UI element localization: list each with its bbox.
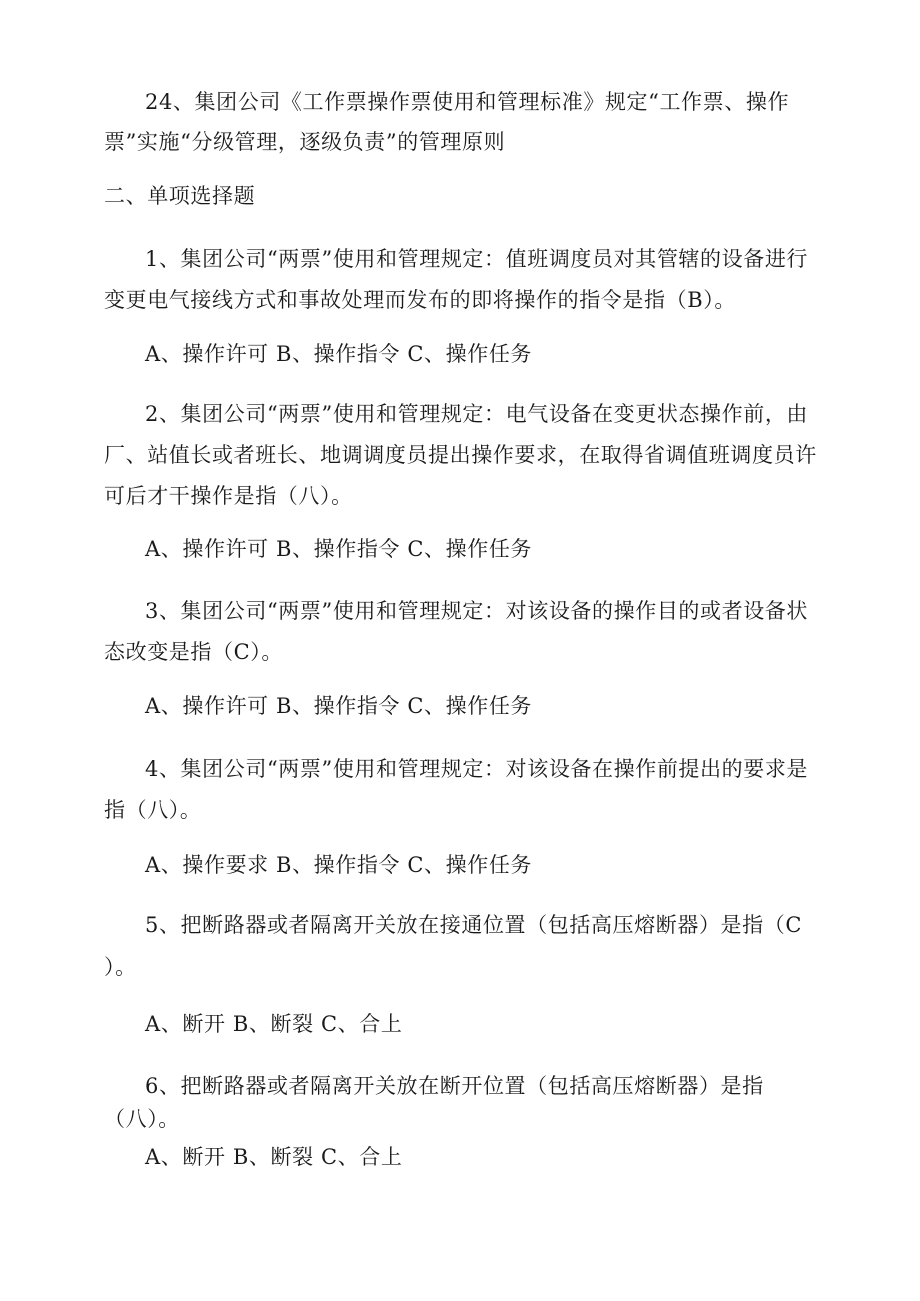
q6-options: A、断开 B、断裂 C、合上 (145, 1145, 403, 1169)
q2-line-1: 2、集团公司“两票”使用和管理规定：电气设备在变更状态操作前，由 (145, 402, 809, 426)
q1-line-2: 变更电气接线方式和事故处理而发布的即将操作的指令是指（B）。 (104, 288, 736, 312)
q2-line-2: 厂、站值长或者班长、地调调度员提出操作要求，在取得省调值班调度员许 (104, 443, 817, 467)
q1-line-1: 1、集团公司“两票”使用和管理规定：值班调度员对其管辖的设备进行 (145, 247, 809, 271)
q6-line-1: 6、把断路器或者隔离开关放在断开位置（包括高压熔断器）是指 (145, 1074, 764, 1098)
section-heading: 二、单项选择题 (104, 184, 256, 208)
q6-line-2: （八）。 (104, 1107, 180, 1131)
q3-line-1: 3、集团公司“两票”使用和管理规定：对该设备的操作目的或者设备状 (145, 599, 809, 623)
q5-options: A、断开 B、断裂 C、合上 (145, 1012, 403, 1036)
q4-line-1: 4、集团公司“两票”使用和管理规定：对该设备在操作前提出的要求是 (145, 757, 809, 781)
q24-line-2: 票”实施“分级管理，逐级负责”的管理原则 (104, 130, 506, 154)
q5-line-2: ）。 (104, 955, 137, 979)
q2-options: A、操作许可 B、操作指令 C、操作任务 (145, 537, 533, 561)
q5-line-1: 5、把断路器或者隔离开关放在接通位置（包括高压熔断器）是指（C (145, 913, 803, 937)
q24-line-1: 24、集团公司《工作票操作票使用和管理标准》规定“工作票、操作 (145, 90, 790, 114)
q3-options: A、操作许可 B、操作指令 C、操作任务 (145, 694, 533, 718)
q1-options: A、操作许可 B、操作指令 C、操作任务 (145, 342, 533, 366)
q3-line-2: 态改变是指（C）。 (104, 640, 283, 664)
q2-line-3: 可后才干操作是指（八）。 (104, 484, 353, 508)
q4-line-2: 指（八）。 (104, 798, 202, 822)
q4-options: A、操作要求 B、操作指令 C、操作任务 (145, 853, 533, 877)
